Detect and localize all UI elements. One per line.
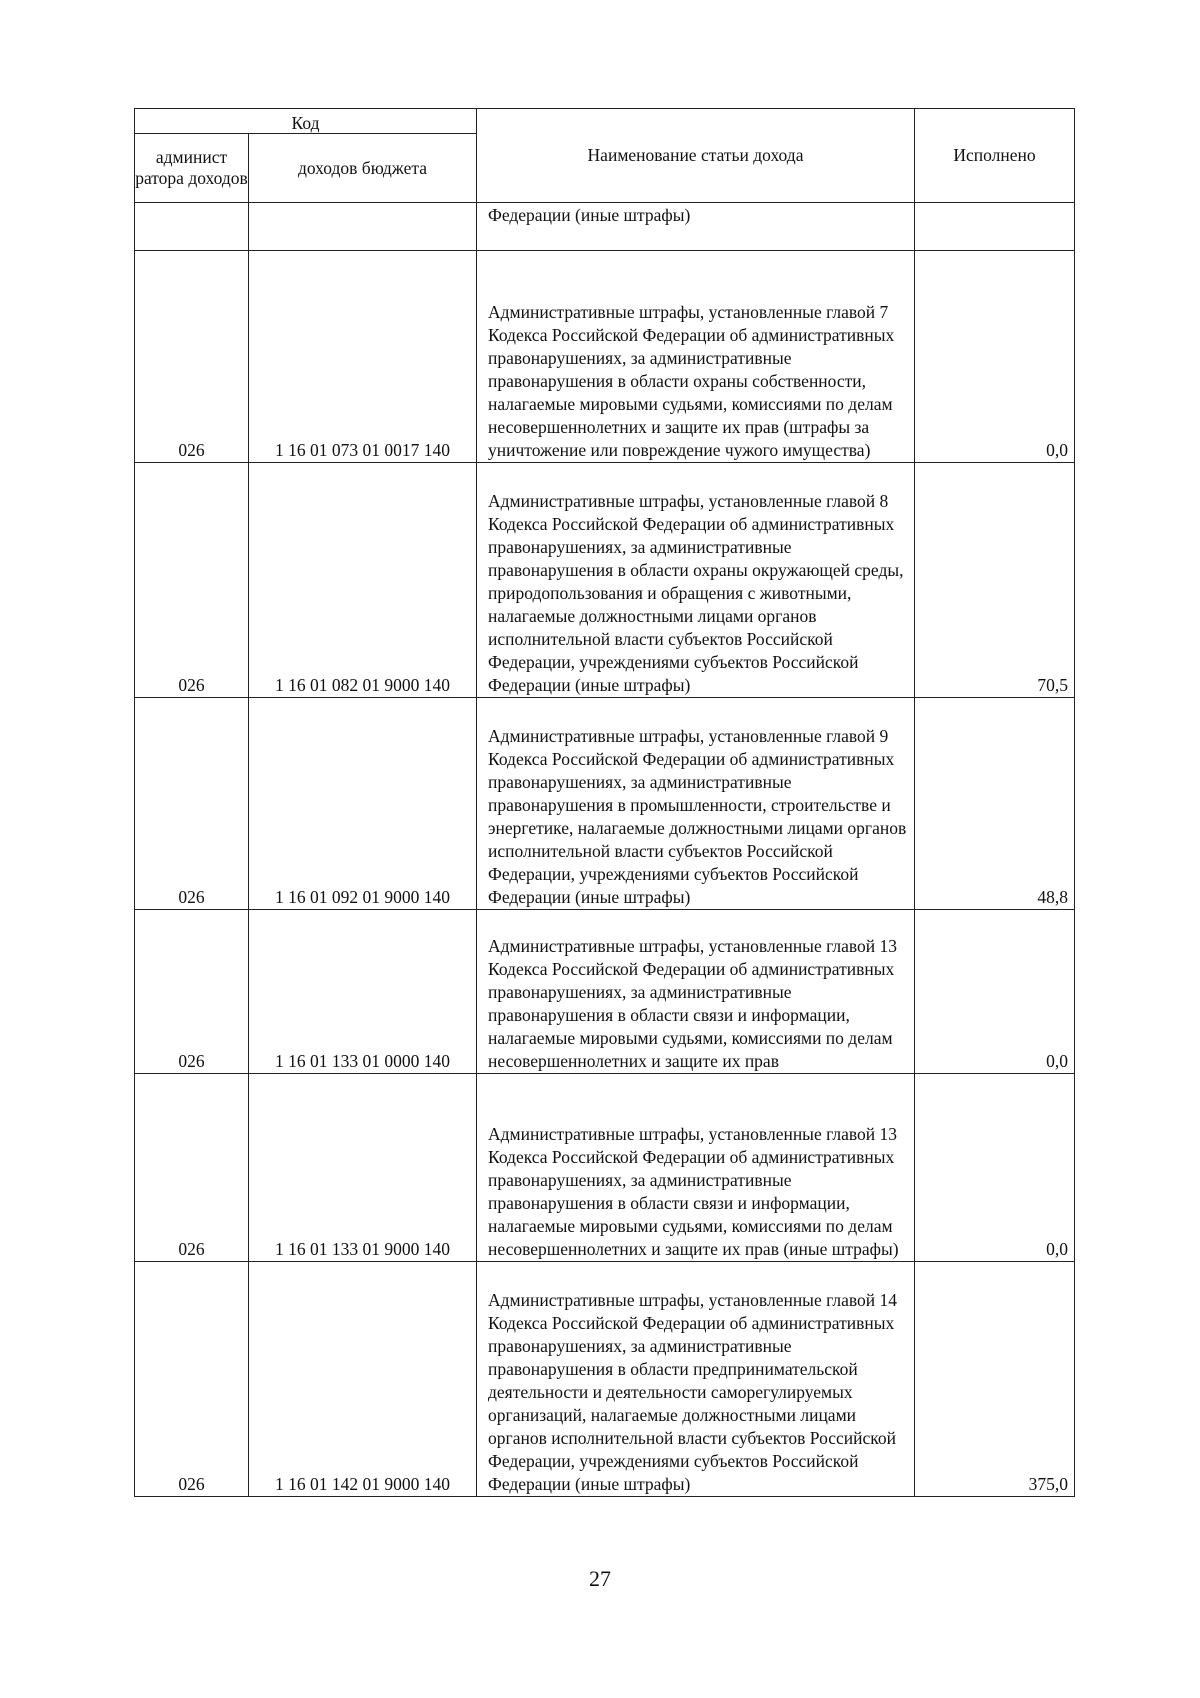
table-row	[135, 463, 1075, 698]
table-row	[135, 1262, 1075, 1497]
table-row	[135, 251, 1075, 463]
cell-admin: 026	[135, 1262, 249, 1497]
header-row-top	[135, 109, 1075, 134]
cell-value: 48,8	[915, 698, 1075, 910]
cell-code: 1 16 01 082 01 9000 140	[249, 463, 477, 698]
header-admin-code: админист ратора доходов	[135, 134, 249, 203]
cell-code: 1 16 01 133 01 0000 140	[249, 910, 477, 1074]
header-budget-code: доходов бюджета	[249, 134, 477, 203]
header-item-name: Наименование статьи дохода	[477, 109, 915, 203]
cell-admin: 026	[135, 698, 249, 910]
page-number: 27	[589, 1566, 611, 1591]
cell-code: 1 16 01 133 01 9000 140	[249, 1074, 477, 1262]
cell-admin: 026	[135, 251, 249, 463]
table-row	[135, 698, 1075, 910]
cell-name: Административные штрафы, установленные главой 13 Кодекса Российской Федерации об административных правонарушениях, за административные правонарушения в области связи и информации, налагаемые мировыми судьями, комиссиями по делам несовершеннолетних и защите их прав (иные штрафы)	[477, 1074, 915, 1262]
table-row	[135, 1074, 1075, 1262]
cell-admin	[135, 203, 249, 251]
cell-name: Административные штрафы, установленные главой 8 Кодекса Российской Федерации об административных правонарушениях, за административные правонарушения в области охраны окружающей среды, природопользования и обращения с животными, налагаемые должностными лицами органов исполнительной власти субъектов Российской Федерации, учреждениями субъектов Российской Федерации (иные штрафы)	[477, 463, 915, 698]
cell-name: Административные штрафы, установленные главой 14 Кодекса Российской Федерации об административных правонарушениях, за административные правонарушения в области предпринимательской деятельности и деятельности саморегулируемых организаций, налагаемые должностными лицами органов исполнительной власти субъектов Российской Федерации, учреждениями субъектов Российской Федерации (иные штрафы)	[477, 1262, 915, 1497]
cell-value: 0,0	[915, 910, 1075, 1074]
cell-code	[249, 203, 477, 251]
cell-code: 1 16 01 073 01 0017 140	[249, 251, 477, 463]
cell-admin: 026	[135, 910, 249, 1074]
cell-admin: 026	[135, 463, 249, 698]
cell-value	[915, 203, 1075, 251]
cell-value: 0,0	[915, 251, 1075, 463]
cell-name: Административные штрафы, установленные главой 9 Кодекса Российской Федерации об административных правонарушениях, за административные правонарушения в промышленности, строительстве и энергетике, налагаемые должностными лицами органов исполнительной власти субъектов Российской Федерации, учреждениями субъектов Российской Федерации (иные штрафы)	[477, 698, 915, 910]
cell-value: 0,0	[915, 1074, 1075, 1262]
cell-admin: 026	[135, 1074, 249, 1262]
cell-value: 70,5	[915, 463, 1075, 698]
header-executed: Исполнено	[915, 109, 1075, 203]
header-code-group: Код	[135, 109, 477, 134]
cell-code: 1 16 01 142 01 9000 140	[249, 1262, 477, 1497]
table-row-continuation	[135, 203, 1075, 251]
cell-name: Административные штрафы, установленные главой 7 Кодекса Российской Федерации об административных правонарушениях, за административные правонарушения в области охраны собственности, налагаемые мировыми судьями, комиссиями по делам несовершеннолетних и защите их прав (штрафы за уничтожение или повреждение чужого имущества)	[477, 251, 915, 463]
cell-value: 375,0	[915, 1262, 1075, 1497]
cell-code: 1 16 01 092 01 9000 140	[249, 698, 477, 910]
cell-name: Административные штрафы, установленные главой 13 Кодекса Российской Федерации об административных правонарушениях, за административные правонарушения в области связи и информации, налагаемые мировыми судьями, комиссиями по делам несовершеннолетних и защите их прав	[477, 910, 915, 1074]
cell-name: Федерации (иные штрафы)	[477, 203, 915, 251]
revenue-table	[134, 108, 1075, 1497]
table-row	[135, 910, 1075, 1074]
